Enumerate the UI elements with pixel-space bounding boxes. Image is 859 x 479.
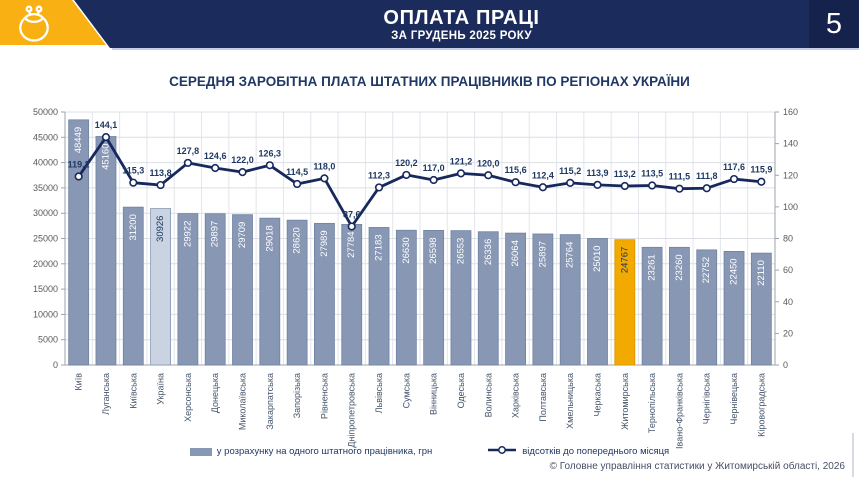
category-label: Миколаївська [237,373,248,431]
category-label: Донецька [210,373,221,414]
line-point [758,178,765,185]
category-label: Черкаська [592,373,603,417]
left-axis-tick-label: 25000 [32,233,58,244]
line-value-label: 115,6 [504,165,527,176]
category-label: Житомирська [619,373,630,430]
right-axis-tick-label: 120 [783,170,799,181]
legend-item-bars [190,446,432,457]
line-value-label: 111,8 [695,171,718,182]
category-label: Київська [128,373,139,409]
category-label: Чернігівська [701,373,712,425]
line-value-label: 118,0 [313,161,336,172]
bar-value-label: 26553 [455,237,467,265]
left-axis-tick-label: 5000 [37,334,58,345]
category-label: Кіровоградська [756,373,767,437]
left-axis-tick-label: 20000 [32,258,58,269]
legend-bar-label: у розрахунку на одного штатного працівника, грн [216,446,433,457]
header-text [120,0,803,48]
bar-value-label: 26598 [428,237,440,264]
line-point [75,173,82,180]
line-point [649,182,656,189]
bar-value-label: 29922 [182,220,194,248]
bar-value-label: 27784 [346,231,358,258]
chart-title: СЕРЕДНЯ ЗАРОБІТНА ПЛАТА ШТАТНИХ ПРАЦІВНИКІВ ПО РЕГІОНАХ УКРАЇНИ [169,74,690,89]
line-value-label: 115,2 [559,165,582,176]
category-label: Херсонська [182,373,193,422]
bar-value-label: 26064 [510,240,522,267]
bar-value-label: 25764 [564,241,576,269]
line-value-label: 113,2 [613,169,636,180]
line-value-label: 124,6 [203,150,227,161]
right-axis-tick-label: 0 [783,360,789,370]
line-point [458,170,465,177]
category-label: Волинська [483,373,494,418]
bar-value-label: 22110 [755,260,767,286]
line-point [731,176,738,183]
header-title: ОПЛАТА ПРАЦІ [383,6,540,29]
bar-value-label: 30926 [155,215,167,242]
line-value-label: 126,3 [258,148,282,159]
bar-value-label: 25897 [537,240,549,268]
category-label: Рівненська [319,373,330,420]
right-axis-tick-label: 80 [783,233,794,244]
bar-value-label: 23261 [646,254,658,281]
page-number: 5 [825,7,843,40]
right-axis-tick-label: 20 [783,328,794,339]
right-axis-tick-label: 40 [783,296,794,307]
line-value-label: 121,2 [449,156,473,167]
line-value-label: 112,4 [531,170,554,181]
left-axis-tick-label: 30000 [32,208,58,219]
line-value-label: 113,5 [641,168,664,179]
line-value-label: 111,5 [668,171,691,182]
category-label: Чернівецька [729,373,740,425]
line-point [130,179,137,186]
bar-value-label: 45160 [100,143,112,170]
line-point [157,182,164,189]
copyright-text: © Головне управління статистики у Житомирській області, 2026 [549,461,845,472]
line-point [594,182,601,189]
line-point [348,223,355,230]
bar-value-label: 22450 [728,258,740,285]
right-axis-tick-label: 100 [783,201,799,212]
line-value-label: 113,9 [586,167,609,178]
line-point [185,160,192,167]
category-label: Вінницька [428,373,439,415]
line-point [239,169,246,176]
left-axis-tick-label: 35000 [32,182,58,193]
bar-value-label: 27183 [373,234,385,261]
bar-value-label: 26630 [400,237,412,264]
purse-icon [15,4,53,49]
line-point [622,183,629,190]
line-point [540,184,547,191]
bar-value-label: 26336 [482,238,494,266]
left-axis-tick-label: 40000 [32,157,58,168]
bar-value-label: 48449 [73,126,85,154]
line-value-label: 119,2 [67,159,90,170]
right-axis-tick-label: 140 [783,138,799,149]
line-marker-icon [487,445,517,458]
line-value-label: 120,0 [477,158,500,169]
bar-value-label: 25010 [592,245,603,272]
line-value-label: 122,0 [231,155,254,166]
category-label: Хмельницька [565,373,576,429]
bar-value-label: 27989 [318,230,330,257]
left-axis-tick-label: 50000 [32,107,58,117]
line-value-label: 114,5 [286,166,309,177]
category-label: Львівська [374,373,385,414]
left-axis-tick-label: 15000 [32,284,58,295]
line-point [430,177,437,184]
line-point [403,172,410,179]
bar-value-label: 28620 [291,227,303,254]
header-underline [112,48,859,50]
line-value-label: 113,8 [149,168,172,179]
line-value-label: 144,1 [94,120,118,131]
category-label: Луганська [100,373,111,415]
bar-swatch-icon [190,448,212,456]
line-point [676,185,683,192]
page-number-box [809,0,859,48]
line-point [294,181,301,188]
category-label: Івано-Франківська [674,373,685,449]
bar-value-label: 31200 [127,214,139,241]
legend-item-line [487,445,669,458]
category-label: Сумська [401,373,412,409]
left-axis-tick-label: 0 [52,360,58,370]
bar-value-label: 29709 [237,221,248,249]
bar-value-label: 23260 [673,254,685,281]
line-point [703,185,710,192]
line-value-label: 115,3 [122,165,145,176]
line-point [376,184,383,191]
legend-line-label: відсотків до попереднього місяця [522,446,670,457]
line-value-label: 120,2 [395,157,418,168]
line-value-label: 127,8 [176,145,200,156]
category-label: Запорізька [292,373,303,419]
chart-legend [0,445,859,458]
line-point [512,179,519,186]
header-subtitle: ЗА ГРУДЕНЬ 2025 РОКУ [391,29,532,42]
line-point [267,162,274,169]
left-axis-tick-label: 45000 [32,132,58,143]
bar-value-label: 29018 [264,225,276,252]
right-axis-tick-label: 60 [783,265,794,276]
line-value-label: 87,6 [342,209,361,220]
category-label: Україна [155,373,166,405]
category-label: Дніпропетровська [346,373,357,448]
line-point [485,172,492,179]
category-label: Одеська [455,373,466,409]
bar-value-label: 29897 [209,220,221,248]
right-axis-tick-label: 160 [783,107,799,117]
right-edge-divider [852,433,854,477]
bar-value-label: 24767 [619,246,631,274]
line-point [321,175,328,182]
bar-value-label: 22752 [701,256,713,284]
category-label: Закарпатська [264,373,275,430]
salary-combo-chart [0,100,859,460]
line-value-label: 117,6 [723,162,746,173]
category-label: Тернопільська [647,373,658,434]
line-point [567,180,574,187]
category-label: Полтавська [537,373,548,422]
line-value-label: 115,9 [750,164,773,175]
category-label: Харківська [510,373,521,418]
line-point [212,165,219,172]
category-label: Київ [73,373,84,391]
line-point [103,134,110,141]
left-axis-tick-label: 10000 [32,309,58,320]
line-value-label: 117,0 [422,162,445,173]
line-value-label: 112,3 [368,170,391,181]
bar-Київ [69,120,89,365]
